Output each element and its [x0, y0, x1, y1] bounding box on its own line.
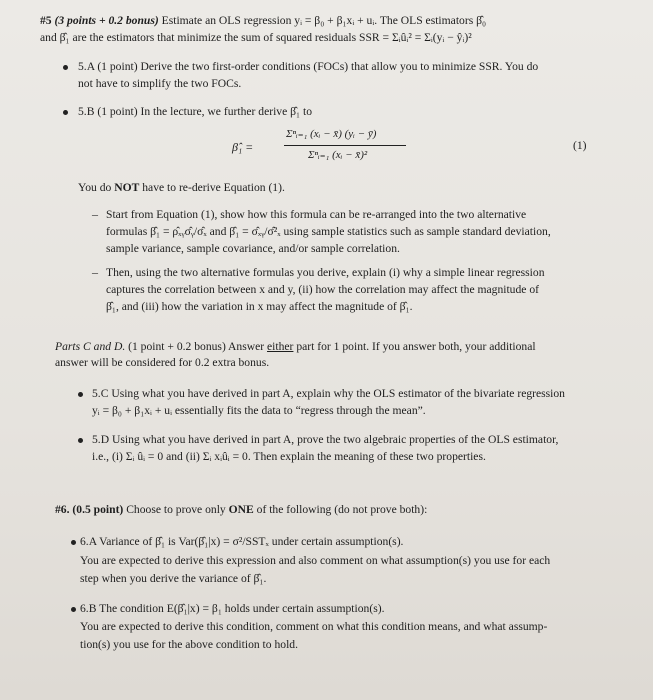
parts-title: Parts C and D.: [55, 340, 126, 353]
q6-number: #6.: [55, 503, 70, 516]
q5-number: #5: [40, 14, 52, 27]
d1-line1: Start from Equation (1), show how this formula can be re-arranged into the two alternative: [106, 208, 527, 221]
no-rederive-note: You do NOT have to re-derive Equation (1).: [78, 181, 285, 194]
q5-header-line1: [40, 13, 486, 29]
q5-header-line2: and β̂₁ are the estimators that minimize the sum of squared residuals SSR = Σᵢûᵢ² = Σᵢ(yᵢ − ŷᵢ)²: [40, 31, 472, 44]
d1-line2: formulas β̂₁ = ρ̂ₓᵧσ̂ᵧ/σ̂ₓ and β̂₁ = σ̂ₓᵧ/σ̂²ₓ using sample statistics such as sample standard deviation,: [106, 225, 551, 238]
parts-cd-line1: Parts C and D. (1 point + 0.2 bonus) Answer either part for 1 point. If you answer both, your additional: [55, 340, 536, 353]
eq1-fraction-line: [284, 145, 406, 146]
bullet-6a: [71, 540, 76, 545]
q5a-line1: 5.A (1 point) Derive the two first-order conditions (FOCs) that allow you to minimize SSR. You do: [78, 60, 539, 73]
bullet-5b: [63, 110, 68, 115]
bullet-5d: [78, 438, 83, 443]
q5b-line1: 5.B (1 point) In the lecture, we further derive β̂₁ to: [78, 105, 313, 118]
q5d-line1: 5.D Using what you have derived in part A, prove the two algebraic properties of the OLS estimator,: [92, 433, 559, 446]
eq1-lhs: β̂₁ =: [232, 140, 254, 154]
q5-points: (3 points + 0.2 bonus): [54, 14, 159, 27]
not-emphasis: NOT: [114, 181, 140, 194]
dash-1: –: [92, 207, 98, 221]
d2-line1: Then, using the two alternative formulas you derive, explain (i) why a simple linear regression: [106, 266, 545, 279]
q6a-line2: You are expected to derive this expression and also comment on what assumption(s) you use for each: [80, 554, 551, 567]
q6b-line2: You are expected to derive this condition, comment on what this condition means, and what assump-: [80, 620, 548, 633]
eq1-numerator: Σⁿᵢ₌₁ (xᵢ − x̄) (yᵢ − ȳ): [286, 128, 377, 140]
d2-line3: β̂₁, and (iii) how the variation in x may affect the magnitude of β̂₁.: [106, 300, 413, 313]
bullet-5a: [63, 65, 68, 70]
eq1-denominator: Σⁿᵢ₌₁ (xᵢ − x̄)²: [308, 149, 368, 161]
parts-cd-line2: answer will be considered for 0.2 extra bonus.: [55, 356, 270, 369]
q5c-line1: 5.C Using what you have derived in part A, explain why the OLS estimator of the bivariate regression: [92, 387, 565, 400]
q5d-line2: i.e., (i) Σᵢ ûᵢ = 0 and (ii) Σᵢ xᵢûᵢ = 0. Then explain the meaning of these two properties.: [92, 450, 486, 463]
one-emphasis: ONE: [228, 503, 254, 516]
d1-line3: sample variance, sample covariance, and/or sample correlation.: [106, 242, 400, 255]
q6-header: #6. (0.5 point) Choose to prove only ONE of the following (do not prove both):: [55, 503, 428, 516]
eq1-tag: (1): [573, 139, 587, 152]
bullet-6b: [71, 607, 76, 612]
q6b-line3: tion(s) you use for the above condition to hold.: [80, 638, 298, 651]
bullet-5c: [78, 392, 83, 397]
q6a-line1: 6.A Variance of β̂₁ is Var(β̂₁|x) = σ²/SSTₓ under certain assumption(s).: [80, 535, 404, 548]
q6a-line3: step when you derive the variance of β̂₁.: [80, 572, 267, 585]
q6b-line1: 6.B The condition E(β̂₁|x) = β₁ holds under certain assumption(s).: [80, 602, 385, 615]
q6-points: (0.5 point): [72, 503, 124, 516]
q5c-line2: yᵢ = β₀ + β₁xᵢ + uᵢ essentially fits the data to “regress through the mean”.: [92, 404, 426, 417]
either-underlined: either: [267, 340, 294, 353]
q5a-line2: not have to simplify the two FOCs.: [78, 77, 242, 90]
q5-line1-text: Estimate an OLS regression yᵢ = β₀ + β₁xᵢ + uᵢ. The OLS estimators β̂₀: [161, 14, 487, 27]
dash-2: –: [92, 265, 98, 279]
d2-line2: captures the correlation between x and y, (ii) how the correlation may affect the magnitude of: [106, 283, 539, 296]
